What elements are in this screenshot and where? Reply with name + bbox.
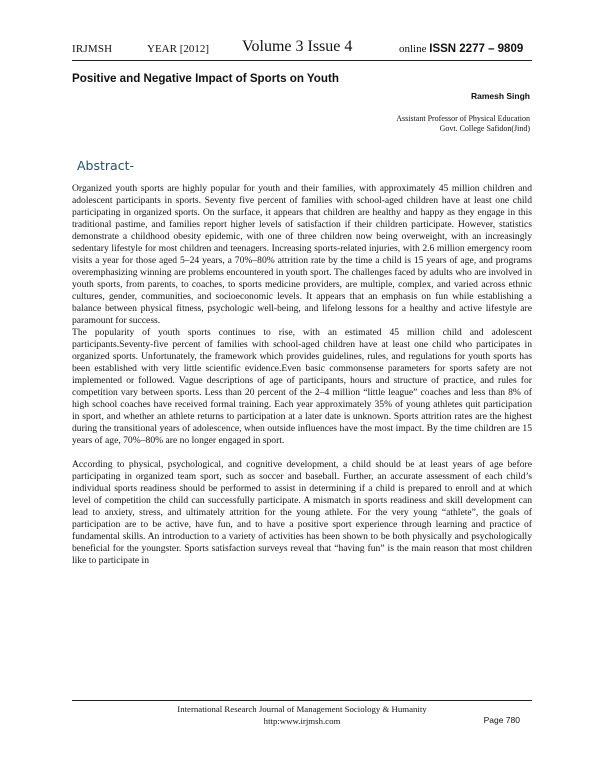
abstract-heading: Abstract- (77, 158, 134, 173)
body-text (72, 183, 532, 567)
footer-url[interactable]: http:www.irjmsh.com (263, 716, 341, 726)
page-number: Page 780 (483, 715, 520, 725)
paragraph: Organized youth sports are highly popular for youth and their families, with approximately 45 million children and adolescent participants in sports. Seventy five percent of families with school-aged children have at least one child participating in organized sports. On the surface, it appears that children are healthy and happy as they engage in this traditional pastime, and families report higher levels of satisfaction if their children participate. However, statistics demonstrate a childhood obesity epidemic, with one of three children now being overweight, with an increasingly sedentary lifestyle for most children and teenagers. Increasing sports-related injuries, with 2.6 million emergency room visits a year for those aged 5–24 years, a 70%–80% attrition rate by the time a child is 15 years of age, and programs overemphasizing winning are problems encountered in youth sport. The challenges faced by adults who are involved in youth sports, from parents, to coaches, to sports medicine providers, are multiple, complex, and varied across ethnic cultures, gender, communities, and socioeconomic levels. It appears that an emphasis on fun while establishing a balance between physical fitness, psychologic well-being, and lifelong lessons for a healthy and active lifestyle are paramount for success. (72, 183, 532, 326)
issn-number: ISSN 2277 – 9809 (429, 43, 524, 55)
affiliation-line: Assistant Professor of Physical Education (396, 114, 530, 123)
page-header (72, 38, 532, 60)
paragraph: According to physical, psychological, and cognitive development, a child should be at least years of age before participating in organized team sport, such as soccer and baseball. Further, an accurate assessment of each child’s individual sports readiness should be performed to assist in determining if a child is prepared to enroll and at which level of competition the child can successfully participate. A mismatch in sports readiness and skill development can lead to anxiety, stress, and ultimately attrition for the young athlete. For the very young “athlete”, the goals of participation are to be active, have fun, and to have a positive sport experience through learning and practice of fundamental skills. An introduction to a variety of activities has been shown to be both physically and psychologically beneficial for the youngster. Sports satisfaction surveys reveal that “having fun” is the main reason that most children like to participate in (72, 459, 532, 566)
page-footer (72, 703, 532, 727)
volume-issue: Volume 3 Issue 4 (242, 38, 353, 55)
footer-journal-name: International Research Journal of Management Sociology & Humanity (177, 704, 427, 714)
journal-abbrev: IRJMSH (72, 43, 113, 55)
author-affiliation (396, 114, 530, 134)
author-name: Ramesh Singh (470, 91, 530, 101)
paragraph: The popularity of youth sports continues to rise, with an estimated 45 million child and adolescent participants.Seventy-five percent of families with school-aged children have at least one child who participates in organized sports. Unfortunately, the framework which provides guidelines, rules, and regulations for youth sports has been established with very little scientific evidence.Even basic commonsense parameters for sports safety are not implemented or followed. Vague descriptions of age of participants, hours and structure of practice, and rules for competition vary between sports. Less than 20 percent of the 2–4 million “little league” coaches and less than 8% of high school coaches have received formal training. Each year approximately 35% of young athletes quit participation in sport, and whether an athlete returns to participation at a later date is unknown. Sports attrition rates are the highest during the transitional years of adolescence, when outside influences have the most impact. By the time children are 15 years of age, 70%–80% are no longer engaged in sport. (72, 327, 532, 446)
footer-rule (72, 700, 532, 701)
journal-year: YEAR [2012] (147, 43, 210, 55)
issn (399, 43, 523, 55)
header-rule (72, 60, 532, 61)
affiliation-line: Govt. College Safidon(Jind) (439, 124, 530, 133)
issn-prefix: online (399, 43, 427, 55)
paper-title: Positive and Negative Impact of Sports on Youth (72, 72, 339, 85)
